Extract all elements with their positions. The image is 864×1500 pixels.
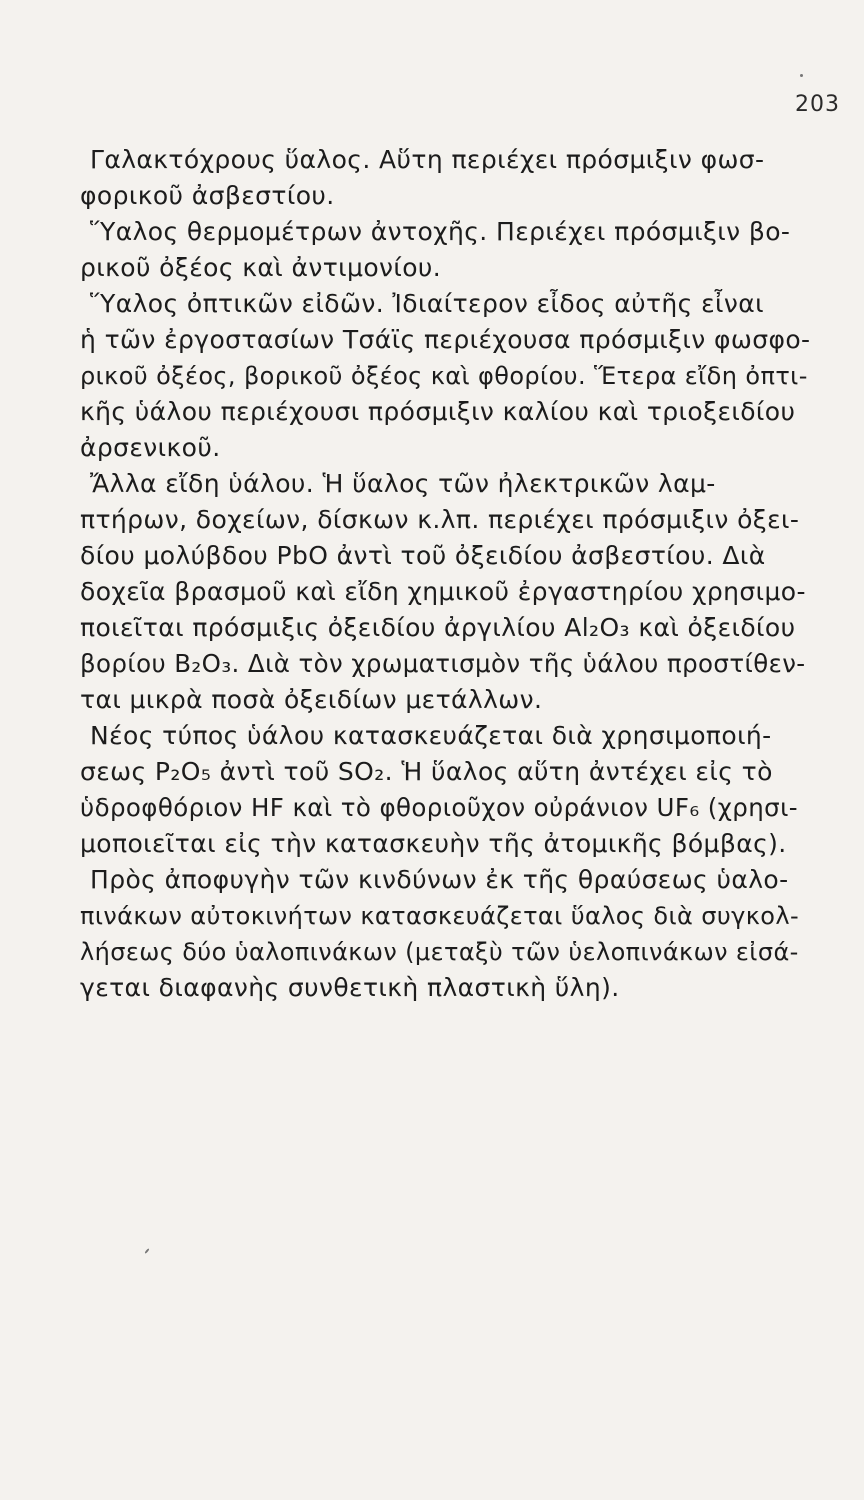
- text-line: Νέος τύπος ὑάλου κατασκευάζεται διὰ χρησιμοποιή-: [90, 721, 772, 750]
- text-line: πτήρων, δοχείων, δίσκων κ.λπ. περιέχει πρόσμιξιν ὀξει-: [80, 505, 800, 534]
- text-line: κῆς ὑάλου περιέχουσι πρόσμιξιν καλίου καὶ τριοξειδίου: [80, 397, 796, 426]
- text-line: ρικοῦ ὀξέος καὶ ἀντιμονίου.: [80, 253, 442, 282]
- text-line: Ἄλλα εἴδη ὑάλου. Ἡ ὕαλος τῶν ἠλεκτρικῶν λαμ-: [90, 469, 716, 498]
- text-line: σεως P₂O₅ ἀντὶ τοῦ SO₂. Ἡ ὕαλος αὕτη ἀντέχει εἰς τὸ: [80, 757, 773, 786]
- text-line: μοποιεῖται εἰς τὴν κατασκευὴν τῆς ἀτομικῆς βόμβας).: [80, 829, 787, 858]
- text-line: βορίου B₂O₃. Διὰ τὸν χρωματισμὸν τῆς ὑάλου προστίθεν-: [80, 649, 806, 678]
- text-line: πινάκων αὐτοκινήτων κατασκευάζεται ὕαλος διὰ συγκολ-: [80, 902, 800, 930]
- text-line: ται μικρὰ ποσὰ ὀξειδίων μετάλλων.: [80, 685, 543, 714]
- text-line: Πρὸς ἀποφυγὴν τῶν κινδύνων ἐκ τῆς θραύσεως ὑαλο-: [90, 865, 789, 894]
- text-line: ρικοῦ ὀξέος, βορικοῦ ὀξέος καὶ φθορίου. Ἕτερα εἴδη ὀπτι-: [80, 362, 808, 390]
- text-line: λήσεως δύο ὑαλοπινάκων (μεταξὺ τῶν ὑελοπινάκων εἰσά-: [80, 938, 799, 966]
- text-line: ποιεῖται πρόσμιξις ὀξειδίου ἀργιλίου Al₂O₃ καὶ ὀξειδίου: [80, 613, 796, 642]
- paper-speck: [144, 1248, 149, 1254]
- body-text: [80, 142, 810, 1006]
- text-line: δοχεῖα βρασμοῦ καὶ εἴδη χημικοῦ ἐργαστηρίου χρησιμο-: [80, 577, 806, 606]
- text-line: Ὕαλος θερμομέτρων ἀντοχῆς. Περιέχει πρόσμιξιν βο-: [90, 217, 791, 246]
- text-line: δίου μολύβδου PbO ἀντὶ τοῦ ὀξειδίου ἀσβεστίου. Διὰ: [80, 541, 766, 570]
- text-line: ὑδροφθόριον HF καὶ τὸ φθοριοῦχον οὐράνιον UF₆ (χρησι-: [80, 793, 799, 822]
- text-line: ἀρσενικοῦ.: [80, 433, 221, 462]
- paper-speck: [800, 74, 803, 77]
- text-line: Ὕαλος ὀπτικῶν εἰδῶν. Ἰδιαίτερον εἶδος αὐτῆς εἶναι: [90, 289, 764, 318]
- text-line: Γαλακτόχρους ὕαλος. Αὕτη περιέχει πρόσμιξιν φωσ-: [90, 145, 765, 174]
- text-line: ἡ τῶν ἐργοστασίων Τσάϊς περιέχουσα πρόσμιξιν φωσφο-: [80, 325, 811, 354]
- text-line: γεται διαφανὴς συνθετικὴ πλαστικὴ ὕλη).: [80, 973, 620, 1002]
- page-number: 203: [795, 92, 840, 117]
- text-line: φορικοῦ ἀσβεστίου.: [80, 181, 335, 210]
